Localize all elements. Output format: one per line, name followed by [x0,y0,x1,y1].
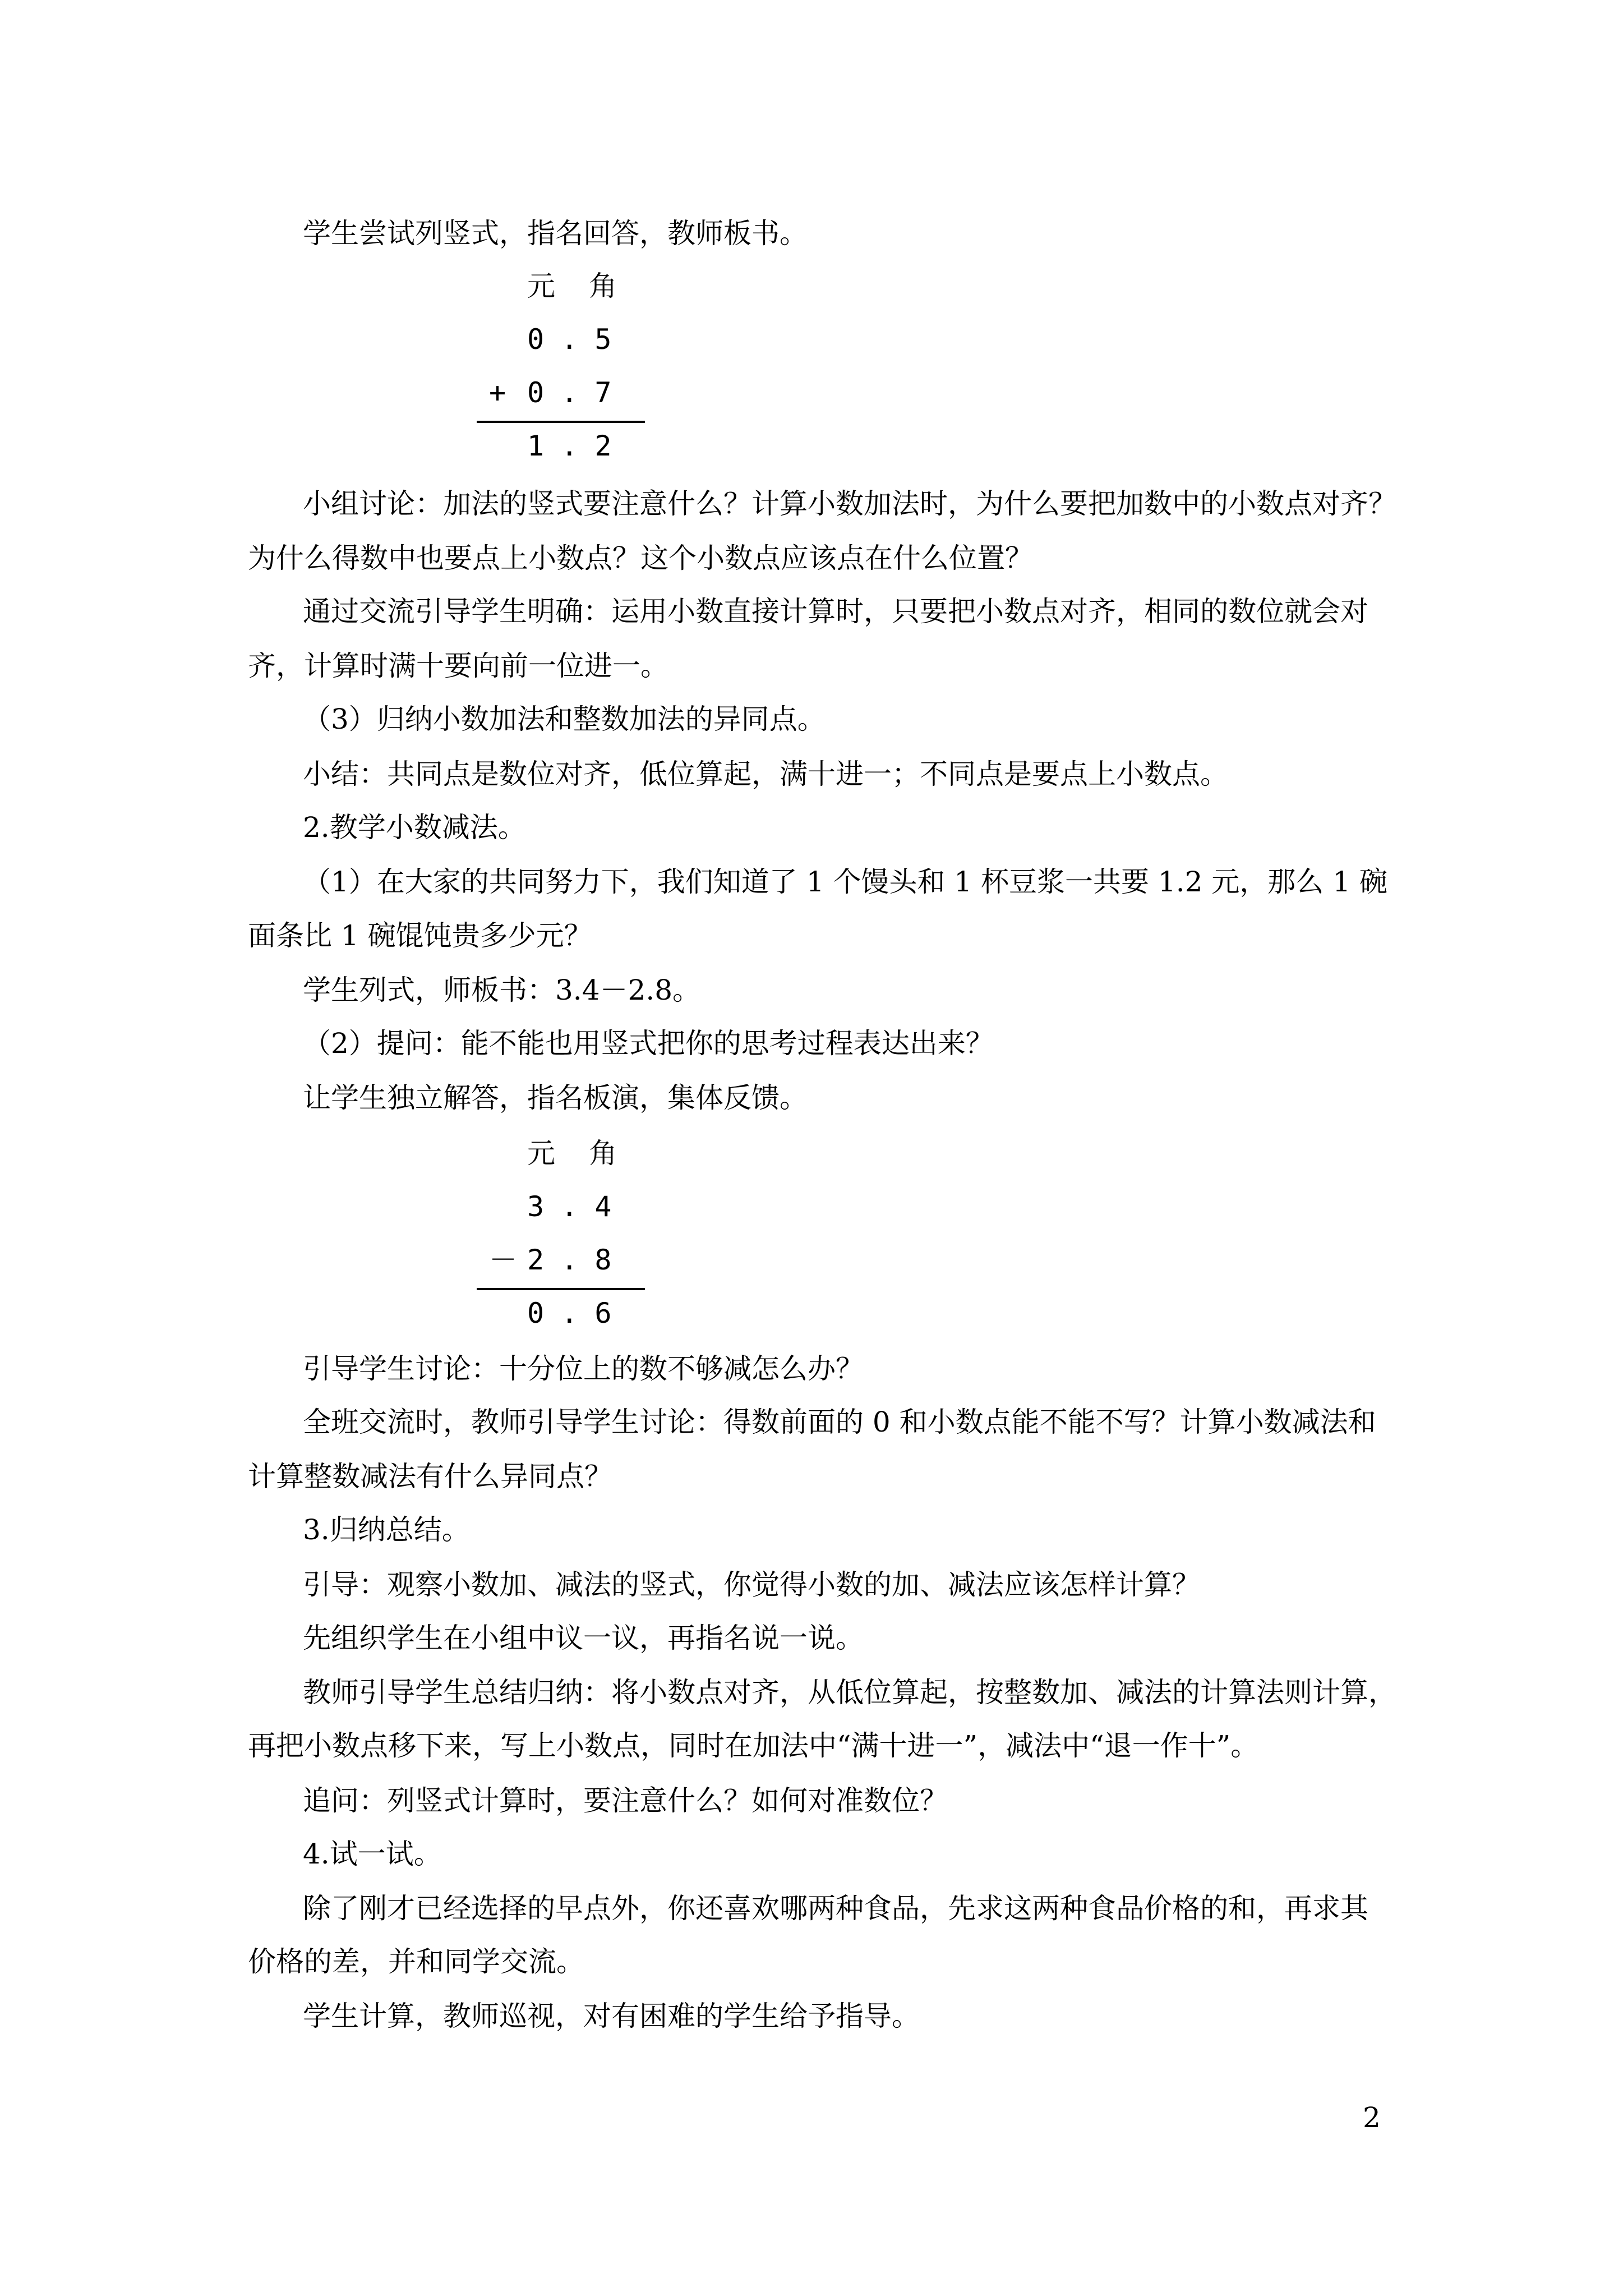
section-heading: 3.归纳总结。 [303,1513,470,1546]
paragraph-line: 先组织学生在小组中议一议，再指名说一说。 [303,1622,864,1654]
paragraph-line: 计算整数减法有什么异同点？ [248,1460,612,1493]
addend-first: 0 . 5 [527,323,612,356]
subtrahend: 2 . 8 [527,1244,612,1276]
section-heading: 4.试一试。 [303,1838,442,1870]
addend-second: 0 . 7 [527,376,612,409]
paragraph-line: （1）在大家的共同努力下，我们知道了 1 个馒头和 1 杯豆浆一共要 1.2 元，那么 1 碗 [303,866,1387,898]
paragraph-line: 齐，计算时满十要向前一位进一。 [248,650,668,682]
paragraph-line: 追问：列竖式计算时，要注意什么？如何对准数位？ [303,1784,948,1817]
calc-divider [477,421,645,423]
sum-result: 1 . 2 [527,430,612,462]
paragraph-line: 为什么得数中也要点上小数点？这个小数点应该点在什么位置？ [248,542,1033,574]
paragraph-line: 学生计算，教师巡视，对有困难的学生给予指导。 [303,2000,920,2032]
page-number: 2 [1363,2101,1381,2134]
paragraph-line: 学生尝试列竖式，指名回答，教师板书。 [303,217,808,250]
paragraph-line: （2）提问：能不能也用竖式把你的思考过程表达出来？ [303,1027,994,1060]
unit-header: 元 角 [527,1137,617,1170]
operator-minus: － [489,1244,517,1276]
paragraph-line: 学生列式，师板书：3.4－2.8。 [303,974,701,1006]
difference-result: 0 . 6 [527,1297,612,1329]
unit-header: 元 角 [527,270,617,302]
paragraph-line: 全班交流时，教师引导学生讨论：得数前面的 0 和小数点能不能不写？计算小数减法和 [303,1406,1376,1438]
paragraph-line: 价格的差，并和同学交流。 [248,1945,584,1978]
paragraph-line: 面条比 1 碗馄饨贵多少元？ [248,919,592,952]
paragraph-line: （3）归纳小数加法和整数加法的异同点。 [303,703,826,735]
paragraph-line: 除了刚才已经选择的早点外，你还喜欢哪两种食品，先求这两种食品价格的和，再求其 [303,1892,1368,1925]
paragraph-line: 引导学生讨论：十分位上的数不够减怎么办？ [303,1352,864,1385]
paragraph-line: 再把小数点移下来，写上小数点，同时在加法中“满十进一”，减法中“退一作十”。 [248,1729,1259,1762]
calc-divider [477,1288,645,1290]
paragraph-line: 通过交流引导学生明确：运用小数直接计算时，只要把小数点对齐，相同的数位就会对 [303,595,1368,628]
paragraph-line: 教师引导学生总结归纳：将小数点对齐，从低位算起，按整数加、减法的计算法则计算， [303,1676,1396,1709]
section-heading: 2.教学小数减法。 [303,811,526,844]
paragraph-line: 小组讨论：加法的竖式要注意什么？计算小数加法时，为什么要把加数中的小数点对齐？ [303,487,1396,520]
operator-plus: + [489,376,506,409]
paragraph-line: 引导：观察小数加、减法的竖式，你觉得小数的加、减法应该怎样计算？ [303,1568,1200,1601]
paragraph-line: 小结：共同点是数位对齐，低位算起，满十进一；不同点是要点上小数点。 [303,758,1228,790]
minuend: 3 . 4 [527,1190,612,1223]
paragraph-line: 让学生独立解答，指名板演，集体反馈。 [303,1082,808,1114]
